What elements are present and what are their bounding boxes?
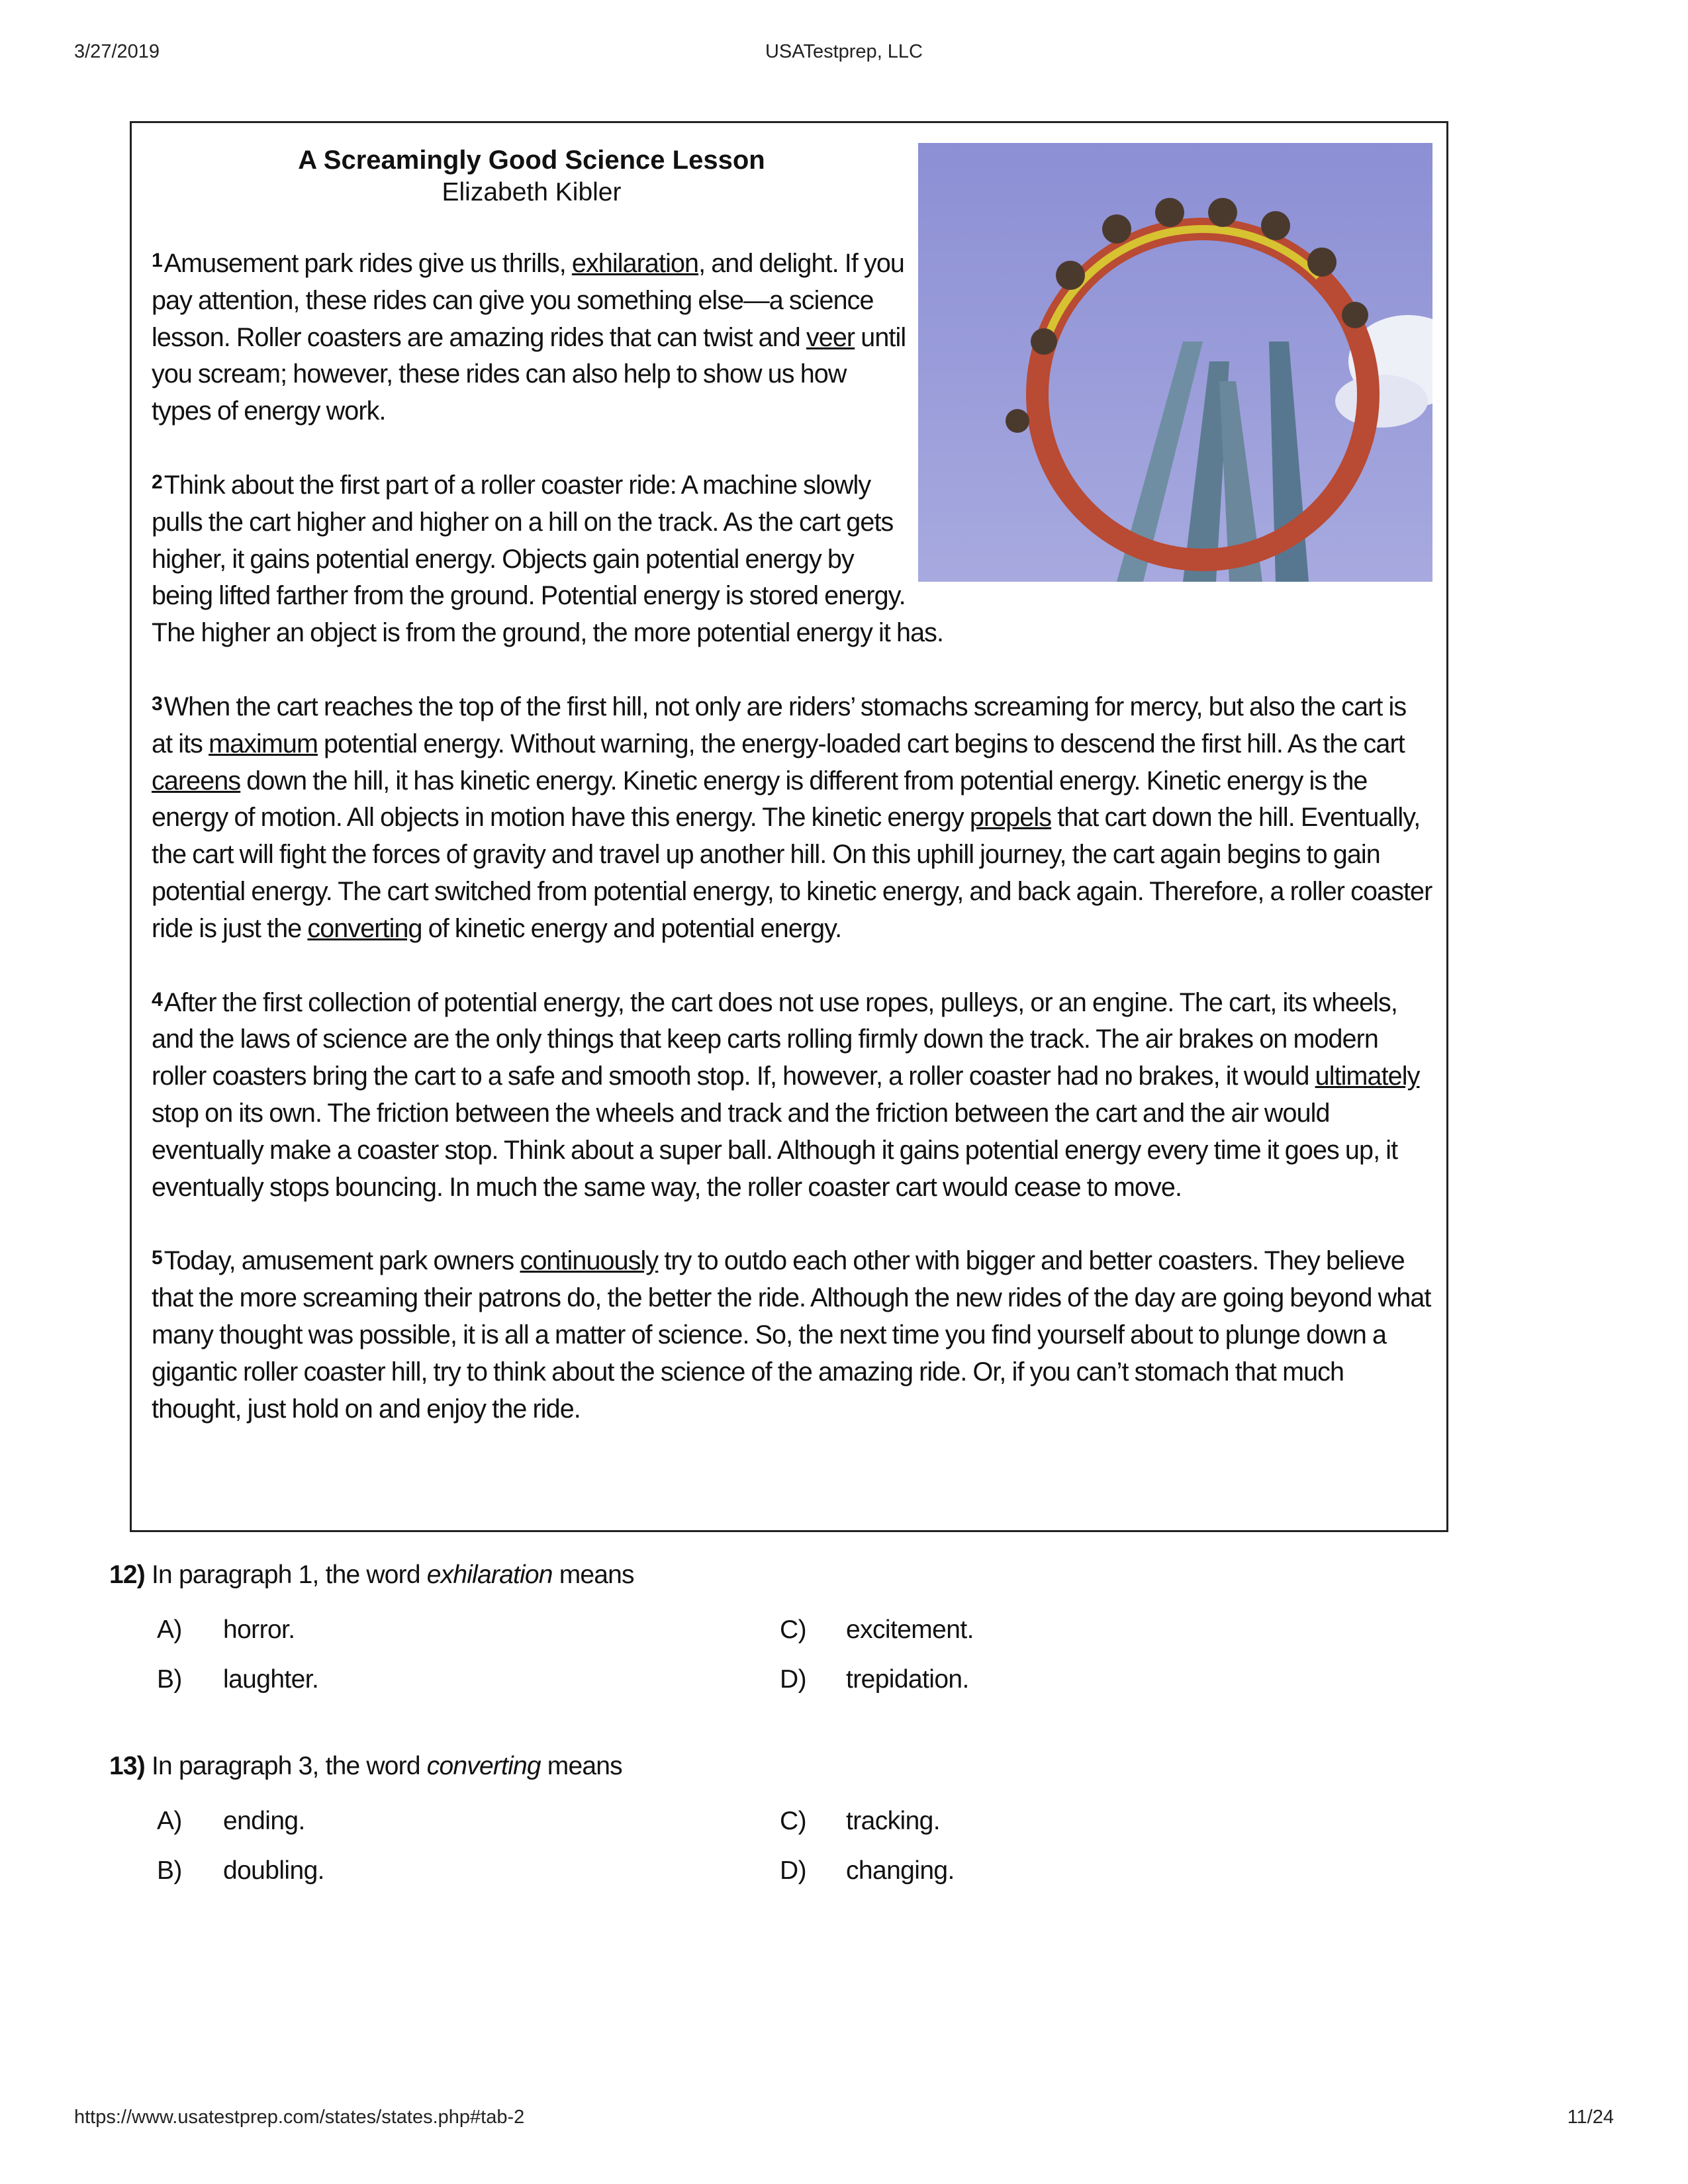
question-number: 13): [109, 1752, 145, 1780]
vocabulary-word: propels: [969, 803, 1052, 833]
passage-author: Elizabeth Kibler: [442, 178, 622, 206]
paragraph-text: that cart down the hill. Eventually, the cart will fight the forces of gravity and travel up another hill. On this uphill journey, the cart again begins to gain potential energy. The cart switched from potential energy, to kinetic energy, and back again. Therefore, a roller coaster ride is just the: [152, 803, 1432, 943]
paragraph-3: [152, 689, 1432, 948]
option-text: laughter.: [223, 1665, 319, 1694]
paragraph-5: [152, 1243, 1432, 1428]
passage-box: [130, 121, 1448, 1532]
vocabulary-word: maximum: [209, 729, 318, 758]
answer-option-c[interactable]: [780, 1615, 974, 1645]
paragraph-text: After the first collection of potential energy, the cart does not use ropes, pulleys, or an engine. The cart, its wheels, and the laws of science are the only things that keep carts rolling firmly down the track. The air brakes on modern roller coasters bring the cart to a safe and smooth stop. If, however, a roller coaster had no brakes, it would: [152, 987, 1397, 1091]
option-letter: B): [157, 1856, 182, 1885]
paragraph-number: 1: [152, 250, 163, 271]
vocabulary-word: careens: [152, 766, 241, 796]
option-letter: C): [780, 1807, 806, 1835]
paragraph-text: When the cart reaches the top of the first hill, not only are riders’ stomachs screaming for mercy, but also the cart is at its: [152, 692, 1407, 758]
paragraph-text: Amusement park rides give us thrills,: [164, 249, 572, 278]
option-text: excitement.: [846, 1615, 974, 1644]
answer-option-c[interactable]: [780, 1807, 940, 1836]
option-text: ending.: [223, 1807, 305, 1835]
paragraph-text: down the hill, it has kinetic energy. Kinetic energy is different from potential energy. Kinetic energy is the energy of motion. All objects in motion have this energy. The kinetic energy: [152, 766, 1368, 833]
question-word: exhilaration: [426, 1561, 553, 1589]
answer-option-a[interactable]: [157, 1807, 305, 1836]
option-text: trepidation.: [846, 1665, 969, 1694]
paragraph-number: 3: [152, 692, 163, 715]
answer-option-d[interactable]: [780, 1856, 955, 1886]
passage-title: A Screamingly Good Science Lesson: [298, 146, 765, 175]
paragraph-text: try to outdo each other with bigger and better coasters. They believe that the more screaming their patrons do, the better the ride. Although the new rides of the day are going beyond what many thought was possible, it is all a matter of science. So, the next time you find yourself about to plunge down a gigantic roller coaster hill, try to think about the science of the amazing ride. Or, if you can’t stomach that much thought, just hold on and enjoy the ride.: [152, 1246, 1431, 1424]
option-letter: B): [157, 1665, 182, 1694]
option-text: doubling.: [223, 1856, 324, 1885]
answer-option-b[interactable]: [157, 1856, 324, 1886]
option-text: horror.: [223, 1615, 295, 1644]
roller-coaster-photo: [918, 143, 1432, 582]
vocabulary-word: ultimately: [1315, 1062, 1420, 1091]
question-prefix: In paragraph 3, the word: [152, 1752, 427, 1780]
question-prefix: In paragraph 1, the word: [152, 1561, 427, 1589]
page-number: 11/24: [1567, 2107, 1614, 2128]
site-name: USATestprep, LLC: [765, 41, 923, 62]
option-letter: D): [780, 1665, 806, 1694]
paragraph-number: 5: [152, 1247, 163, 1269]
answer-option-a[interactable]: [157, 1615, 295, 1645]
footer-url: https://www.usatestprep.com/states/states.php#tab-2: [74, 2107, 525, 2128]
print-date: 3/27/2019: [74, 41, 160, 62]
vocabulary-word: continuously: [520, 1246, 659, 1276]
vocabulary-word: converting: [307, 913, 422, 943]
paragraph-text: Today, amusement park owners: [164, 1246, 520, 1276]
paragraph-text: of kinetic energy and potential energy.: [422, 913, 842, 943]
paragraph-4: [152, 985, 1432, 1206]
question-suffix: means: [552, 1561, 634, 1589]
paragraph-text: Think about the first part of a roller coaster ride: A machine slowly pulls the cart higher and higher on a hill on the track. As the cart gets higher, it gains potential energy. Objects gain potential energy by being lifted farther from the ground. Potential energy is stored energy. The higher an object is from the ground, the more potential energy it has.: [152, 470, 944, 648]
option-letter: D): [780, 1856, 806, 1885]
paragraph-text: until you scream; however, these rides can also help to show us how types of energy work.: [152, 322, 906, 426]
answer-option-d[interactable]: [780, 1665, 969, 1694]
question-13: [109, 1752, 622, 1781]
question-word: converting: [426, 1752, 541, 1780]
vocabulary-word: veer: [806, 322, 855, 352]
paragraph-text: stop on its own. The friction between the wheels and track and the friction between the cart and the air would eventually make a coaster stop. Think about a super ball. Although it gains potential energy every time it goes up, it eventually stops bouncing. In much the same way, the roller coaster cart would cease to move.: [152, 1098, 1398, 1202]
vocabulary-word: exhilaration: [571, 249, 699, 278]
option-letter: C): [780, 1615, 806, 1644]
paragraph-text: potential energy. Without warning, the energy-loaded cart begins to descend the first hill. As the cart: [317, 729, 1405, 758]
answer-option-b[interactable]: [157, 1665, 318, 1694]
option-letter: A): [157, 1807, 182, 1835]
question-number: 12): [109, 1561, 145, 1589]
paragraph-text: , and delight. If you pay attention, these rides can give you something else—a science lesson. Roller coasters are amazing rides that can twist and: [152, 249, 904, 352]
option-letter: A): [157, 1615, 182, 1644]
option-text: changing.: [846, 1856, 955, 1885]
option-text: tracking.: [846, 1807, 940, 1835]
question-suffix: means: [540, 1752, 622, 1780]
question-12: [109, 1561, 634, 1590]
paragraph-number: 2: [152, 471, 163, 493]
paragraph-number: 4: [152, 988, 163, 1011]
